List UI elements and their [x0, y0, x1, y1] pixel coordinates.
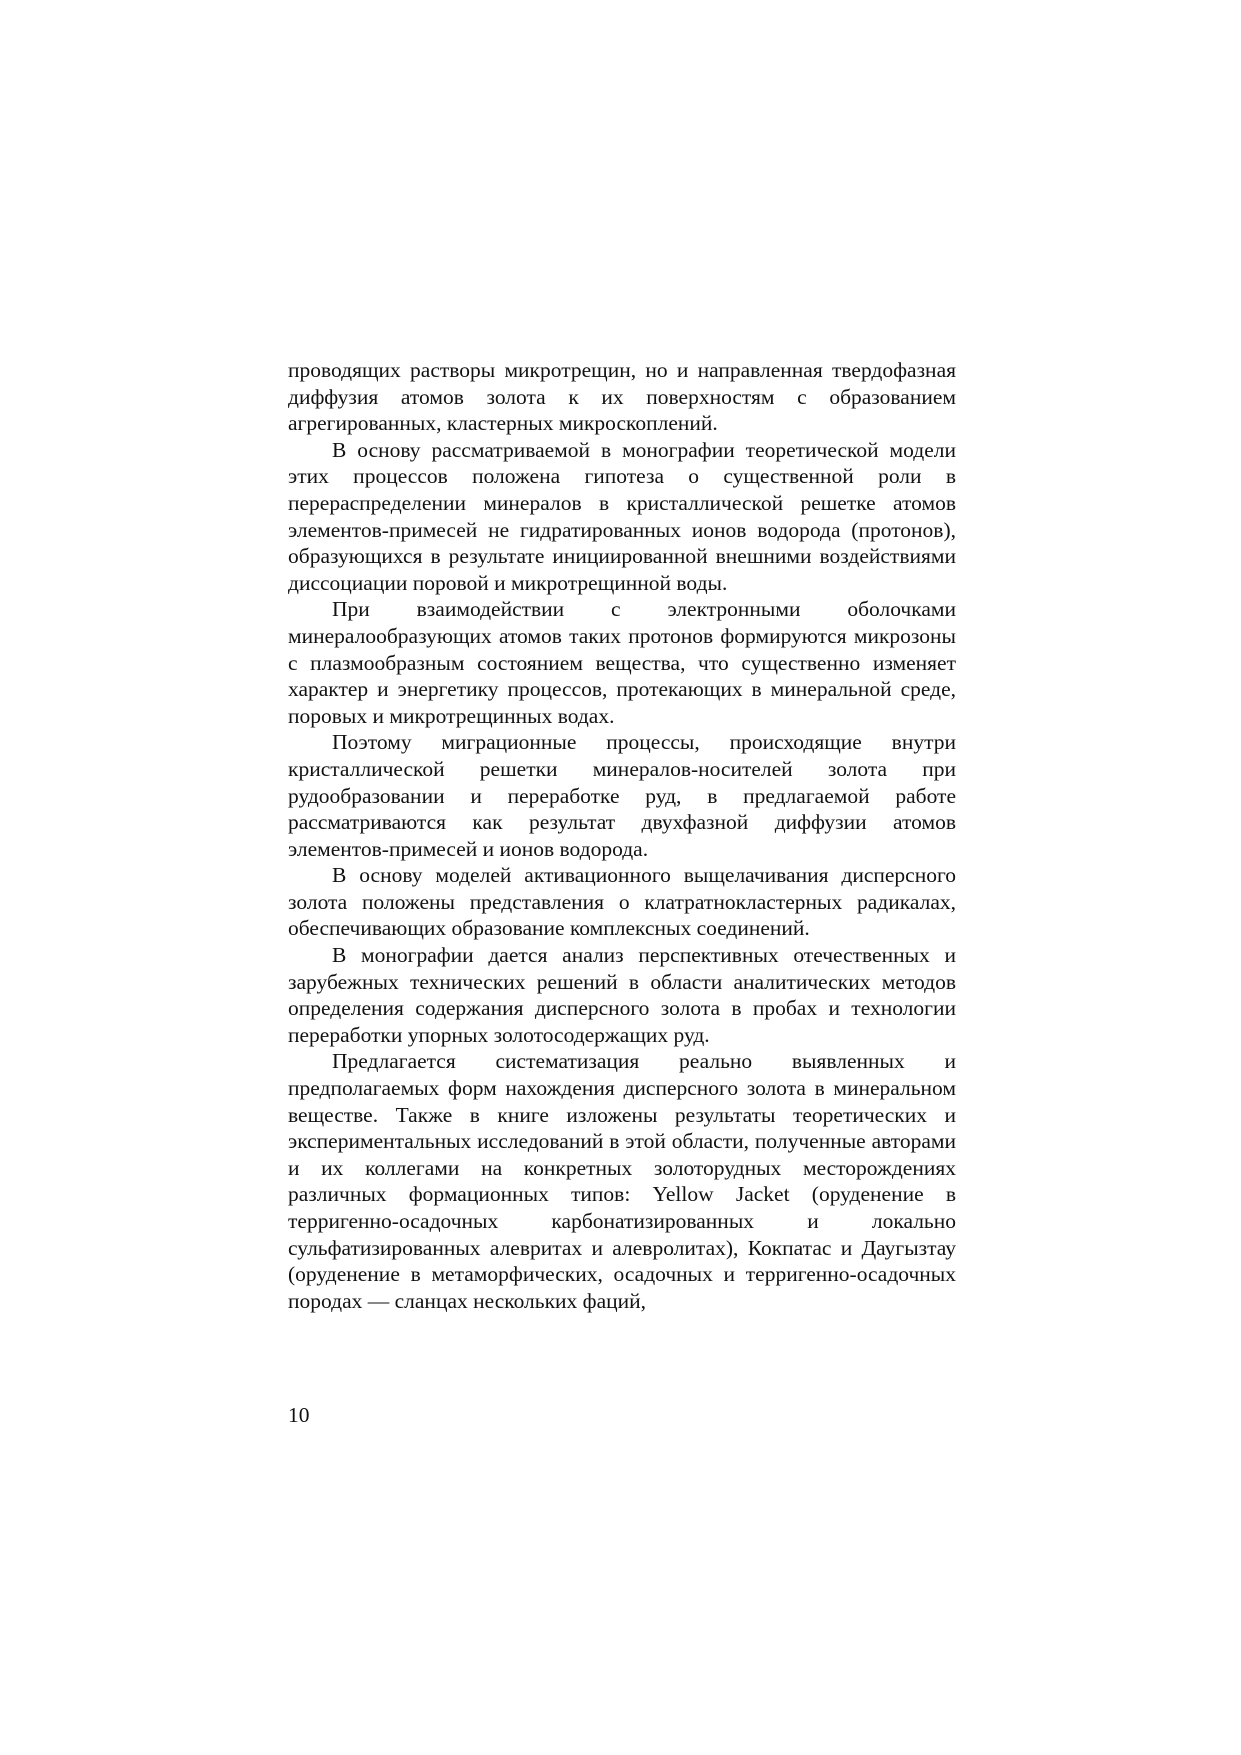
- paragraph-continuation: проводящих растворы микротрещин, но и направленная твердофазная диффузия атомов золота к их поверхностям с образованием агрегированных, кластерных микроскоплений.: [288, 358, 956, 436]
- paragraph-model-hypothesis: В основу рассматриваемой в монографии теоретической модели этих процессов положена гипотеза о существенной роли в перераспределении минералов в кристаллической решетке атомов элементов-примесей не гидратированных ионов водорода (протонов), образующихся в результате инициированной внешними воздействиями диссоциации поровой и микротрещинной воды.: [288, 437, 956, 595]
- page-number: 10: [288, 1403, 310, 1427]
- paragraph-migration-processes: Поэтому миграционные процессы, происходящие внутри кристаллической решетки минералов-носителей золота при рудообразовании и переработке руд, в предлагаемой работе рассматриваются как результат двухфазной диффузии атомов элементов-примесей и ионов водорода.: [288, 730, 956, 861]
- paragraph-proton-interaction: При взаимодействии с электронными оболочками минералообразующих атомов таких протонов формируются микрозоны с плазмообразным состоянием вещества, что существенно изменяет характер и энергетику процессов, протекающих в минеральной среде, поровых и микротрещинных водах.: [288, 597, 956, 728]
- body-text: [288, 357, 956, 1314]
- paragraph-technical-analysis: В монографии дается анализ перспективных отечественных и зарубежных технических решений в области аналитических методов определения содержания дисперсного золота в пробах и технологии переработки упорных золотосодержащих руд.: [288, 943, 956, 1047]
- paragraph-systematization: Предлагается систематизация реально выявленных и предполагаемых форм нахождения дисперсного золота в минеральном веществе. Также в книге изложены результаты теоретических и экспериментальных исследований в этой области, полученные авторами и их коллегами на конкретных золоторудных месторождениях различных формационных типов: Yellow Jacket (оруденение в терригенно-осадочных карбонатизированных и локально сульфатизированных алевритах и алевролитах), Кокпатас и Даугызтау (оруденение в метаморфических, осадочных и терригенно-осадочных породах — сланцах нескольких фаций,: [288, 1049, 956, 1313]
- paragraph-leaching-models: В основу моделей активационного выщелачивания дисперсного золота положены представления о клатратнокластерных радикалах, обеспечивающих образование комплексных соединений.: [288, 863, 956, 941]
